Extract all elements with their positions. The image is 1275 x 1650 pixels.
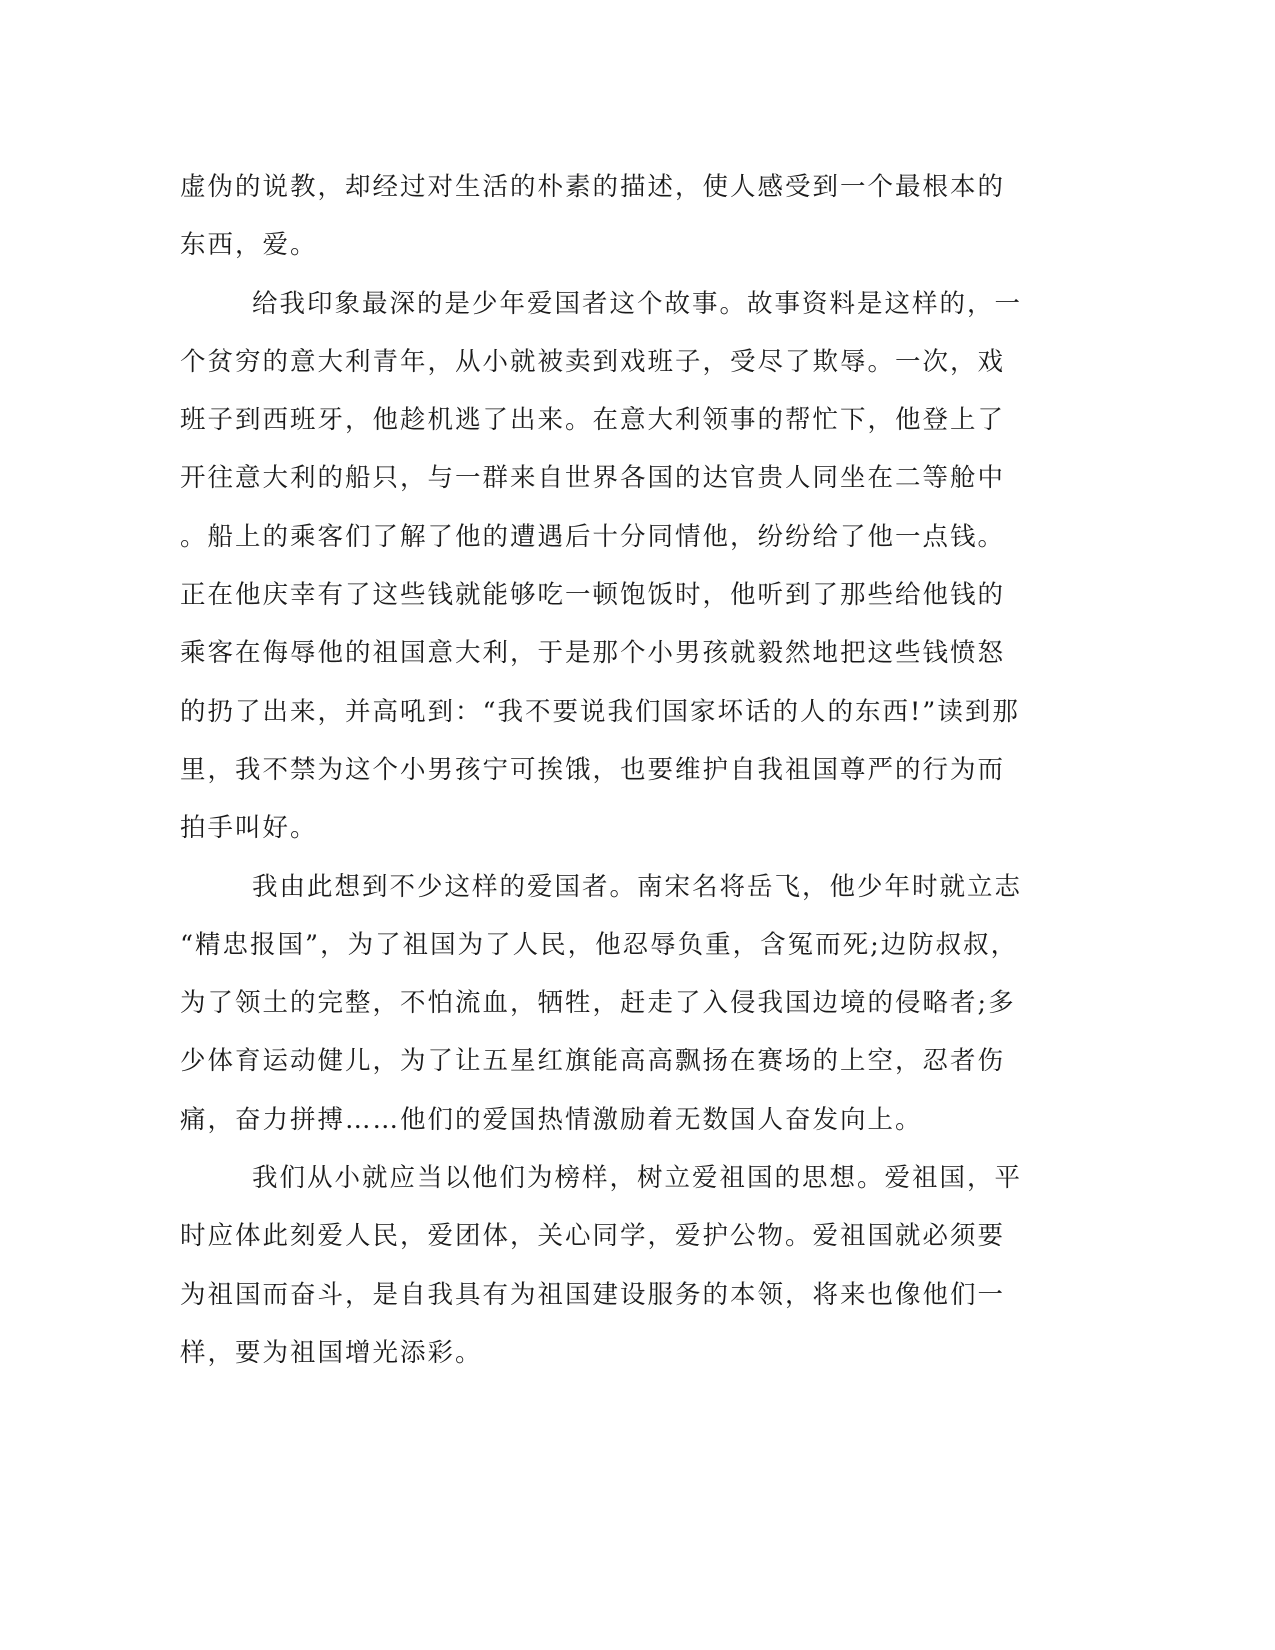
paragraph-2-line-2: 个贫穷的意大利青年，从小就被卖到戏班子，受尽了欺辱。一次，戏 xyxy=(180,346,1006,377)
paragraph-4-line-3: 为祖国而奋斗，是自我具有为祖国建设服务的本领，将来也像他们一 xyxy=(180,1279,1006,1310)
paragraph-2-line-5: 。船上的乘客们了解了他的遭遇后十分同情他，纷纷给了他一点钱。 xyxy=(180,521,1006,552)
paragraph-2-line-9: 里，我不禁为这个小男孩宁可挨饿，也要维护自我祖国尊严的行为而 xyxy=(180,754,1006,785)
paragraph-2-line-8: 的扔了出来，并高吼到：“我不要说我们国家坏话的人的东西!”读到那 xyxy=(180,696,1020,727)
paragraph-1-line-2: 东西，爱。 xyxy=(180,230,318,261)
paragraph-2-line-4: 开往意大利的船只，与一群来自世界各国的达官贵人同坐在二等舱中 xyxy=(180,463,1006,494)
paragraph-2-line-6: 正在他庆幸有了这些钱就能够吃一顿饱饭时，他听到了那些给他钱的 xyxy=(180,580,1006,611)
paragraph-1-line-1: 虚伪的说教，却经过对生活的朴素的描述，使人感受到一个最根本的 xyxy=(180,172,1006,202)
paragraph-3-line-3: 为了领土的完整，不怕流血，牺牲，赶走了入侵我国边境的侵略者;多 xyxy=(180,988,1016,1019)
paragraph-4-line-4: 样，要为祖国增光添彩。 xyxy=(180,1337,483,1368)
paragraph-3-line-2: “精忠报国”，为了祖国为了人民，他忍辱负重，含冤而死;边防叔叔， xyxy=(180,929,1019,960)
paragraph-2-line-10: 拍手叫好。 xyxy=(180,813,318,844)
paragraph-3-line-1: 我由此想到不少这样的爱国者。南宋名将岳飞，他少年时就立志 xyxy=(252,871,1023,902)
paragraph-3-line-4: 少体育运动健儿，为了让五星红旗能高高飘扬在赛场的上空，忍者伤 xyxy=(180,1046,1006,1077)
body-text xyxy=(180,158,1030,1382)
paragraph-2-line-1: 给我印象最深的是少年爱国者这个故事。故事资料是这样的，一 xyxy=(252,288,1023,319)
paragraph-2-line-3: 班子到西班牙，他趁机逃了出来。在意大利领事的帮忙下，他登上了 xyxy=(180,405,1006,436)
paragraph-4-line-2: 时应体此刻爱人民，爱团体，关心同学，爱护公物。爱祖国就必须要 xyxy=(180,1221,1006,1252)
paragraph-4-line-1: 我们从小就应当以他们为榜样，树立爱祖国的思想。爱祖国，平 xyxy=(252,1163,1023,1194)
paragraph-3-line-5: 痛，奋力拼搏……他们的爱国热情激励着无数国人奋发向上。 xyxy=(180,1104,923,1135)
paragraph-2-line-7: 乘客在侮辱他的祖国意大利，于是那个小男孩就毅然地把这些钱愤怒 xyxy=(180,638,1006,669)
